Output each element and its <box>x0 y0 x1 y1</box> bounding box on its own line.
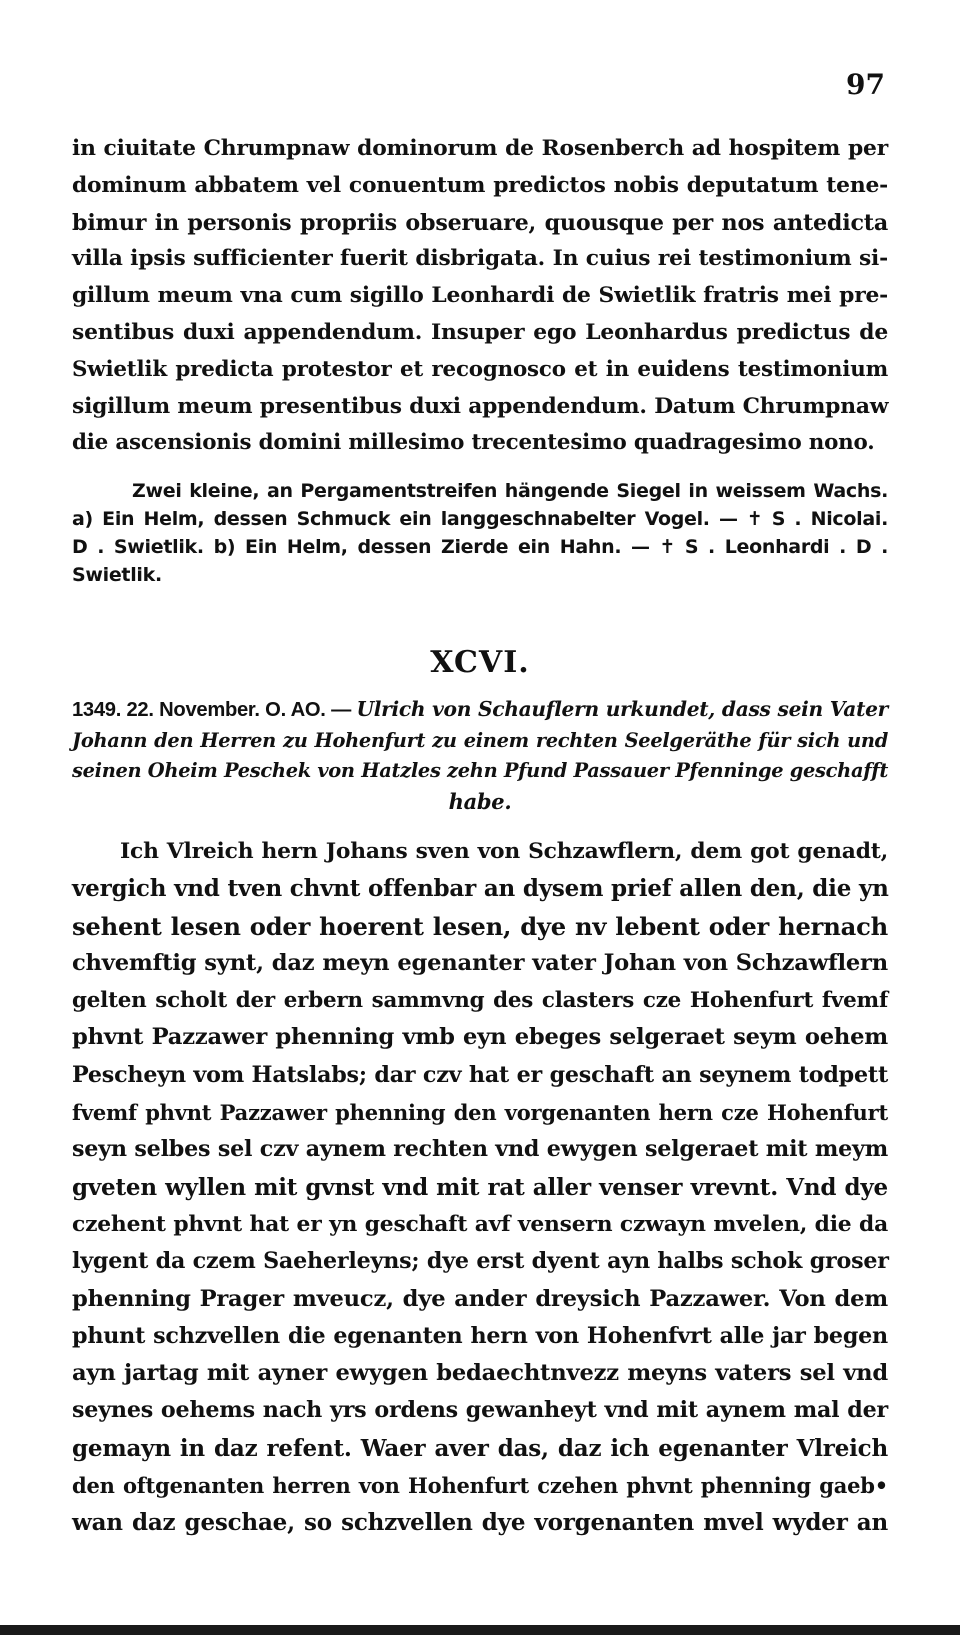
charter-text <box>72 833 888 1542</box>
text-line: sehent lesen oder hoerent lesen, dye nv lebent oder hernach <box>72 911 888 941</box>
text-line: wan daz geschae, so schzvellen dye vorgenanten mvel wyder an <box>72 1509 888 1537</box>
text-line: seinen Oheim Peschek von Hatzles zehn Pfund Passauer Pfenninge geschafft <box>72 759 888 782</box>
text-line: a) Ein Helm, dessen Schmuck ein langgeschnabelter Vogel. — ✝ S . Nicolai. <box>72 508 888 530</box>
seal-description <box>72 477 888 589</box>
text-line: phvnt Pazzawer phenning vmb eyn ebeges selgeraet seym oehem <box>72 1024 888 1051</box>
text-line: chvemftig synt, daz meyn egenanter vater Johan von Schzawflern <box>72 949 888 976</box>
page-bottom-edge <box>0 1625 960 1635</box>
text-line: Zwei kleine, an Pergamentstreifen hängende Siegel in weissem Wachs. <box>132 480 888 502</box>
text-line: den oftgenanten herren von Hohenfurt czehen phvnt phenning gaeb• <box>72 1473 888 1499</box>
text-line: ayn jartag mit ayner ewygen bedaechtnvezz meyns vaters sel vnd <box>72 1360 888 1387</box>
text-line: Ich Vlreich hern Johans sven von Schzawflern, dem got genadt, <box>120 839 888 864</box>
text-line: die ascensionis domini millesimo trecentesimo quadragesimo nono. <box>72 430 875 456</box>
intro-paragraph <box>72 131 888 462</box>
regest-summary <box>72 694 888 817</box>
text-line: Johann den Herren zu Hohenfurt zu einem rechten Seelgeräthe für sich und <box>72 728 888 752</box>
text-line: habe. <box>448 788 512 814</box>
text-line: fvemf phvnt Pazzawer phenning den vorgenanten hern cze Hohenfurt <box>72 1100 888 1126</box>
text-line: gemayn in daz refent. Waer aver das, daz ich egenanter Vlreich <box>72 1434 888 1462</box>
text-line: dominum abbatem vel conuentum predictos nobis deputatum tene- <box>72 172 888 198</box>
text-line: sentibus duxi appendendum. Insuper ego Leonhardus predictus de <box>72 319 888 345</box>
text-line: lygent da czem Saeherleyns; dye erst dyent ayn halbs schok groser <box>72 1248 889 1275</box>
text-line: bimur in personis propriis obseruare, quousque per nos antedicta <box>72 209 888 236</box>
regest-first-line <box>72 694 888 726</box>
regest-date-heading: 1349. 22. November. O. AO. <box>72 699 326 721</box>
text-line: phunt schzvellen die egenanten hern von Hohenfvrt alle jar begen <box>72 1322 888 1349</box>
text-line: vergich vnd tven chvnt offenbar an dysem prief allen den, die yn <box>72 875 889 903</box>
text-line: in ciuitate Chrumpnaw dominorum de Rosenberch ad hospitem per <box>72 136 888 161</box>
text-line: Swietlik. <box>72 564 162 586</box>
text-line: villa ipsis sufficienter fuerit disbrigata. In cuius rei testimonium si- <box>72 246 888 272</box>
text-line: D . Swietlik. b) Ein Helm, dessen Zierde ein Hahn. — ✝ S . Leonhardi . D . <box>72 536 888 558</box>
text-line: sigillum meum presentibus duxi appendendum. Datum Chrumpnaw <box>72 393 889 419</box>
text-line: seyn selbes sel czv aynem rechten vnd ewygen selgeraet mit meym <box>72 1136 889 1163</box>
text-line: seynes oehems nach yrs ordens gewanheyt vnd mit aynem mal der <box>72 1397 888 1424</box>
text-line: gveten wyllen mit gvnst vnd mit rat aller venser vrevnt. Vnd dye <box>72 1173 888 1201</box>
text-line: czehent phvnt hat er yn geschaft avf vensern czwayn mvelen, die da <box>72 1211 888 1237</box>
text-line: gelten scholt der erbern sammvng des clasters cze Hohenfurt fvemf <box>72 988 888 1014</box>
regest-dash: — <box>325 699 357 721</box>
page-number: 97 <box>846 68 885 101</box>
text-line: phenning Prager mveucz, dye ander dreysich Pazzawer. Von dem <box>72 1285 888 1312</box>
text-line: Swietlik predicta protestor et recognosco et in euidens testimonium <box>72 356 888 382</box>
text-line: gillum meum vna cum sigillo Leonhardi de Swietlik fratris mei pre- <box>72 283 888 309</box>
text-line: Pescheyn vom Hatslabs; dar czv hat er geschaft an seynem todpett <box>72 1061 888 1088</box>
regest-text: Ulrich von Schauflern urkundet, dass sein Vater <box>356 697 888 721</box>
document-number: XCVI. <box>430 645 530 680</box>
